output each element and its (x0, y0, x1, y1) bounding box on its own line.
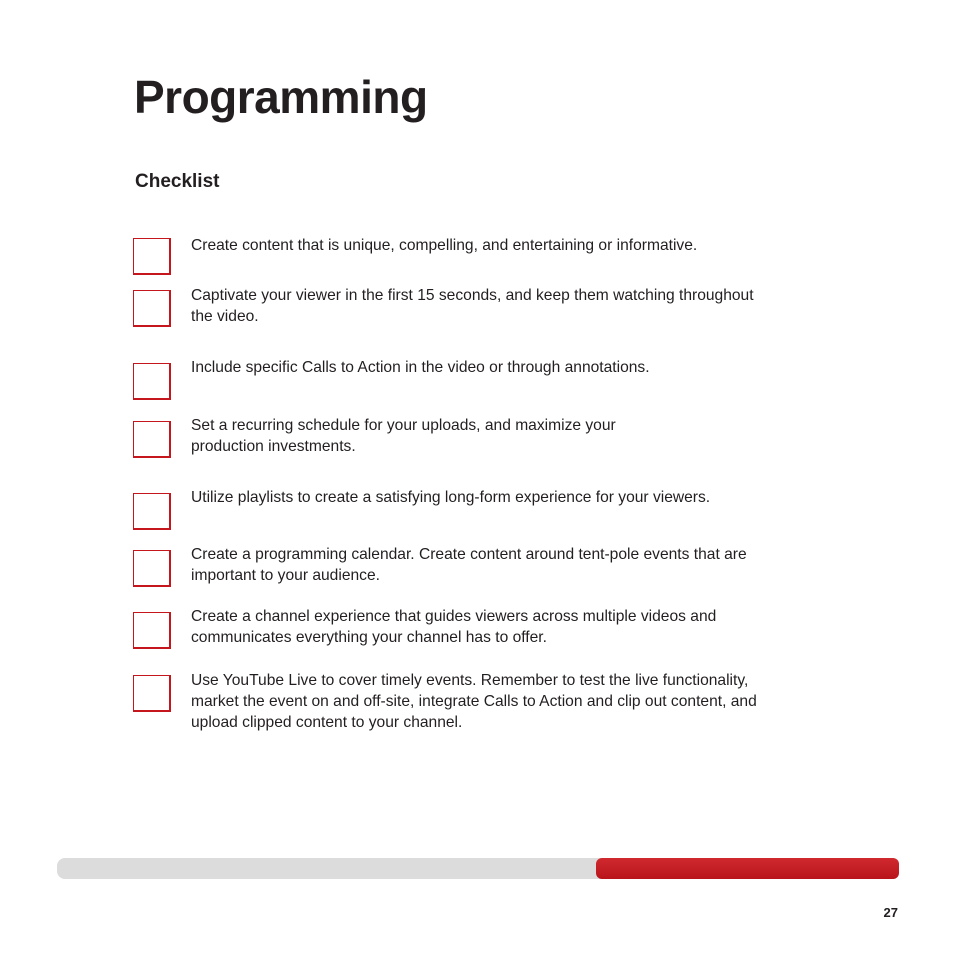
page-title: Programming (134, 71, 428, 123)
checkbox-5[interactable] (133, 493, 171, 530)
checkbox-2[interactable] (133, 290, 171, 327)
checkbox-4[interactable] (133, 421, 171, 458)
checkbox-6[interactable] (133, 550, 171, 587)
progress-bar-fill (596, 858, 899, 879)
checklist-item-2-text: Captivate your viewer in the first 15 seconds, and keep them watching throughout the video. (191, 287, 754, 325)
checklist-item-5-text: Utilize playlists to create a satisfying long-form experience for your viewers. (191, 489, 711, 506)
checklist-item-6-text: Create a programming calendar. Create content around tent-pole events that are important to your audience. (191, 546, 747, 584)
progress-bar-track (57, 858, 899, 879)
checklist-item-7-text: Create a channel experience that guides viewers across multiple videos and communicates everything your channel has to offer. (191, 608, 717, 646)
checklist-item-3-text: Include specific Calls to Action in the video or through annotations. (191, 359, 650, 376)
section-title: Checklist (135, 171, 220, 192)
checklist-item-8-text: Use YouTube Live to cover timely events. Remember to test the live functionality, market the event on and off-site, integrate Calls to Action and clip out content, and upload clipped content to your channel. (191, 672, 757, 731)
checkbox-8[interactable] (133, 675, 171, 712)
checkbox-3[interactable] (133, 363, 171, 400)
checkbox-7[interactable] (133, 612, 171, 649)
page-number: 27 (883, 905, 898, 920)
checklist-item-1-text: Create content that is unique, compelling, and entertaining or informative. (191, 237, 698, 254)
checklist-item-4-text: Set a recurring schedule for your uploads, and maximize your production investments. (191, 417, 616, 455)
checkbox-1[interactable] (133, 238, 171, 275)
